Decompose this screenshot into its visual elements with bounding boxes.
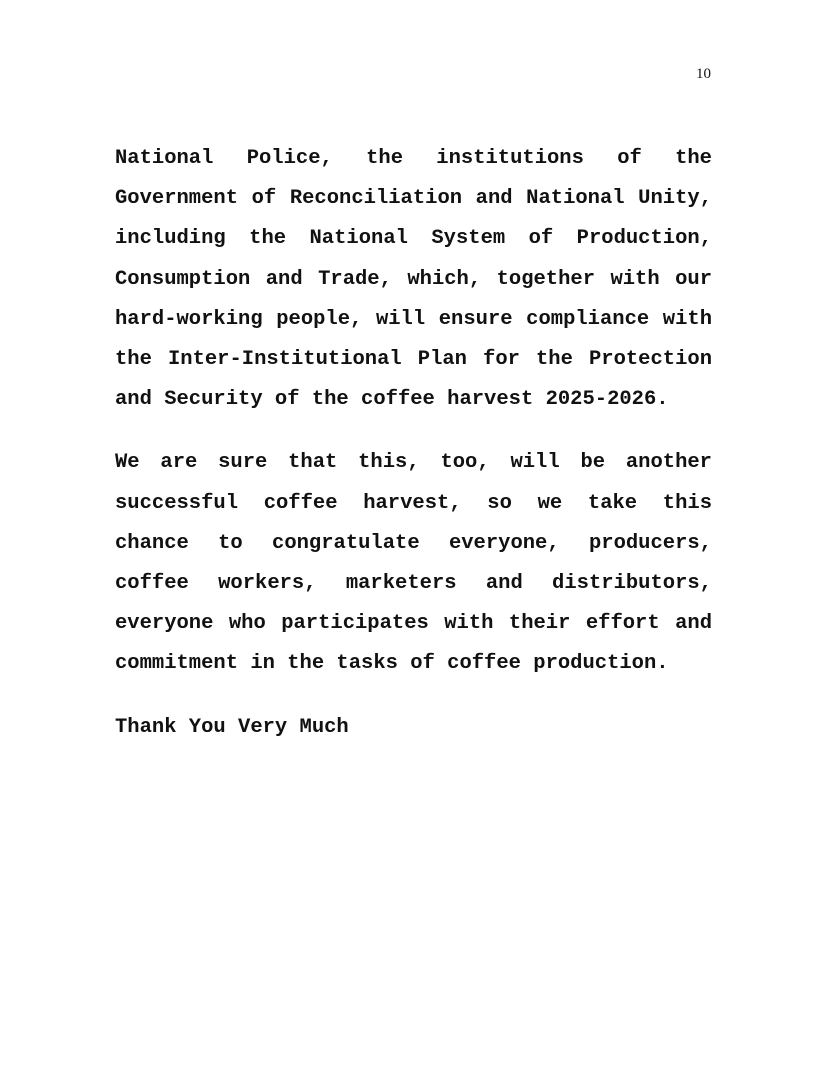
document-body (115, 139, 712, 748)
closing-line: Thank You Very Much (115, 715, 349, 739)
paragraph-police-plan: National Police, the institutions of the Government of Reconciliation and National Unity, including the National System of Production, Consumption and Trade, which, together with our hard-working people, will ensure compliance with the Inter-Institutional Plan for the Protection and Security of the coffee harvest 2025-2026. (115, 147, 712, 412)
page-number: 10 (696, 66, 711, 82)
paragraph-congratulations: We are sure that this, too, will be another successful coffee harvest, so we take this chance to congratulate everyone, producers, coffee workers, marketers and distributors, everyone who participates with their effort and commitment in the tasks of coffee production. (115, 451, 712, 676)
